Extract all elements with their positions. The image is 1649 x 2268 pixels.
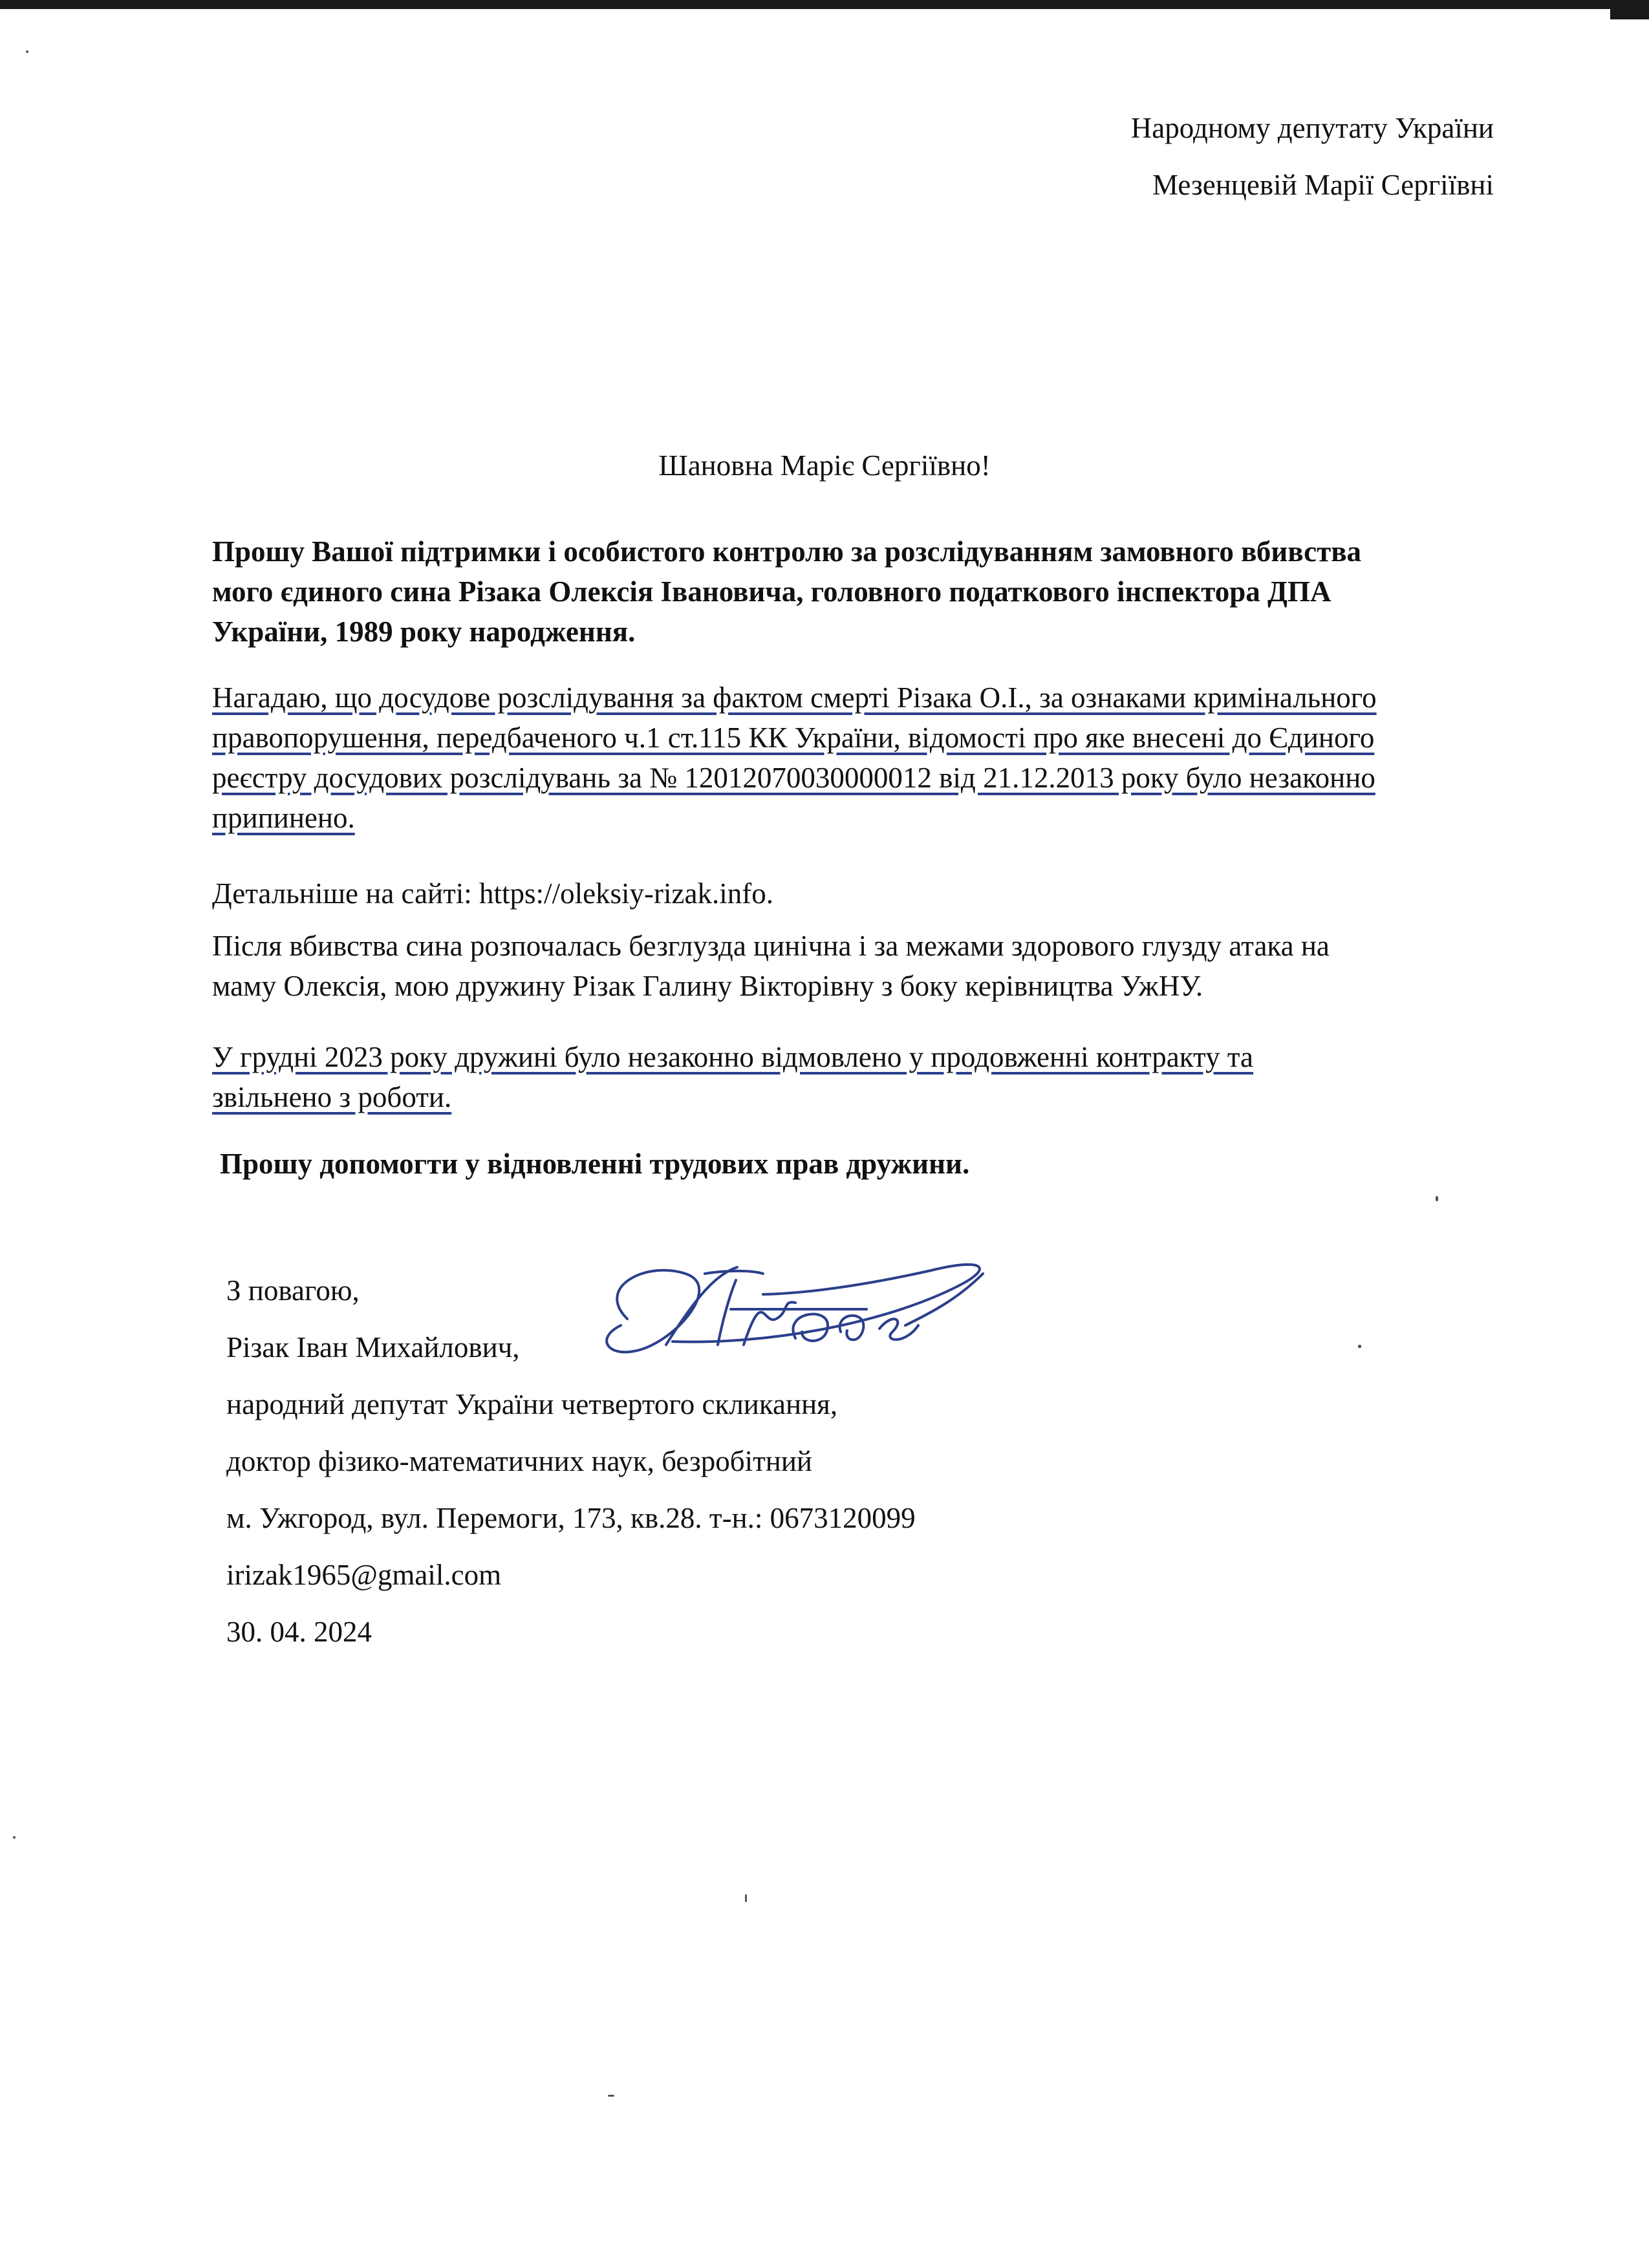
paragraph-line: правопорушення, передбаченого ч.1 ст.115 КК України, відомості про яке внесені до Єдиного	[212, 722, 1375, 754]
paragraph-line: мого єдиного сина Різака Олексія Івановича, головного податкового інспектора ДПА	[212, 575, 1331, 608]
scan-speck	[745, 1894, 747, 1902]
request-paragraph	[212, 531, 1361, 652]
addressee-line: Мезенцевій Марії Сергіївні	[1152, 169, 1494, 201]
scan-speck	[1436, 1196, 1438, 1201]
signoff-address: м. Ужгород, вул. Перемоги, 173, кв.28. т-н.: 0673120099	[226, 1502, 916, 1534]
scan-speck	[608, 2095, 614, 2097]
scan-speck	[1358, 1345, 1361, 1348]
addressee-line: Народному депутату України	[1130, 112, 1494, 144]
signoff-date: 30. 04. 2024	[226, 1616, 372, 1648]
help-request	[220, 1144, 969, 1183]
salutation-text: Шановна Маріє Сергіївно!	[658, 449, 991, 482]
details-paragraph	[212, 874, 773, 913]
signoff-email: irizak1965@gmail.com	[226, 1559, 502, 1591]
paragraph-line: У грудні 2023 року дружині було незаконно відмовлено у продовженні контракту та	[212, 1041, 1254, 1073]
reminder-paragraph	[212, 678, 1377, 838]
signoff-name: Різак Іван Михайлович,	[226, 1331, 520, 1364]
paragraph-line: маму Олексія, мою дружину Різак Галину Вікторівну з боку керівництва УжНУ.	[212, 970, 1203, 1002]
scan-edge-top	[0, 0, 1610, 9]
signoff-title: народний депутат України четвертого скликання,	[226, 1388, 838, 1420]
paragraph-line: Прошу допомогти у відновленні трудових прав дружини.	[220, 1148, 970, 1180]
paragraph-line: звільнено з роботи.	[212, 1081, 452, 1113]
signoff-degree: доктор фізико-математичних наук, безробітний	[226, 1445, 812, 1477]
salutation	[0, 446, 1649, 485]
handwritten-signature	[569, 1248, 1015, 1384]
signoff-regards: З повагою,	[226, 1274, 360, 1307]
scan-edge-corner	[1610, 0, 1649, 19]
paragraph-line: України, 1989 року народження.	[212, 615, 636, 648]
paragraph-line: Прошу Вашої підтримки і особистого контролю за розслідуванням замовного вбивства	[212, 535, 1362, 568]
attack-paragraph	[212, 926, 1330, 1006]
paragraph-line: припинено.	[212, 802, 355, 834]
scan-speck	[13, 1836, 16, 1839]
paragraph-line: Після вбивства сина розпочалась безглузда цинічна і за межами здорового глузду атака на	[212, 930, 1330, 962]
paragraph-line: Нагадаю, що досудове розслідування за фактом смерті Різака О.І., за ознаками кримінального	[212, 681, 1377, 714]
dismissal-paragraph	[212, 1037, 1253, 1117]
addressee-block	[1131, 109, 1494, 222]
scan-speck	[26, 50, 28, 53]
paragraph-line: реєстру досудових розслідувань за № 12012070030000012 від 21.12.2013 року було незаконно	[212, 762, 1375, 794]
paragraph-line: Детальніше на сайті: https://oleksiy-rizak.info.	[212, 877, 773, 910]
